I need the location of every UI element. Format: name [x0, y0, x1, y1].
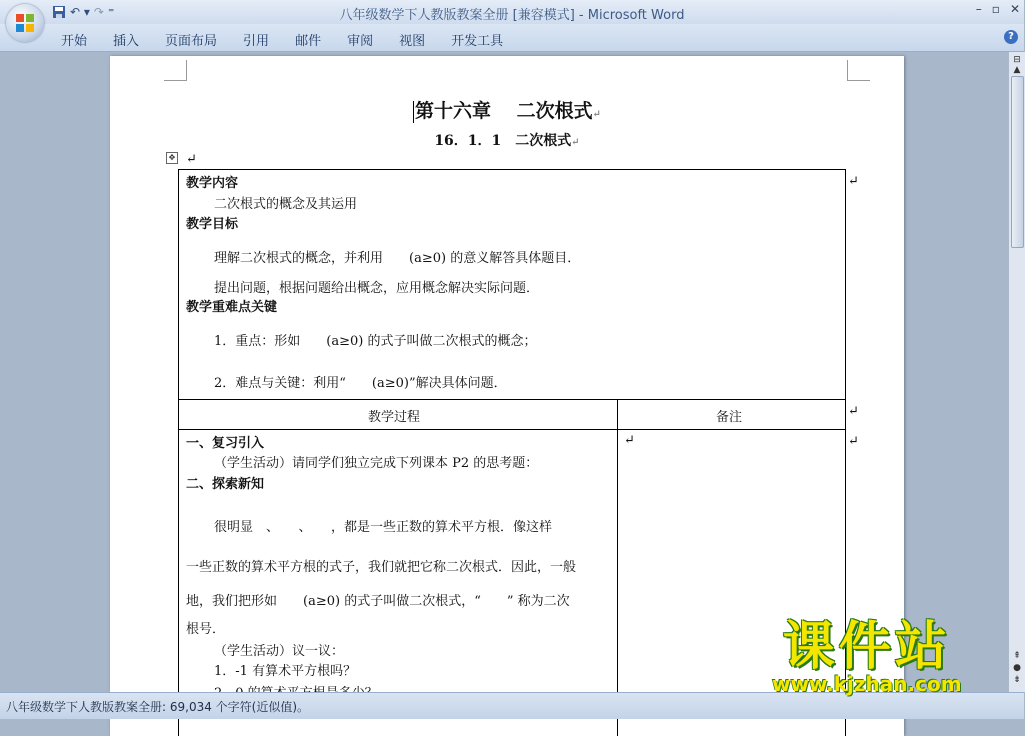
table-border [178, 429, 846, 430]
crop-mark [164, 60, 187, 81]
window-title: 八年级数学下人教版教案全册 [兼容模式] - Microsoft Word [339, 8, 685, 23]
tab-insert[interactable]: 插入 [113, 34, 140, 49]
goal-1: 理解二次根式的概念，并利用 (a≥0) 的意义解答具体题目． [214, 251, 581, 266]
tab-references[interactable]: 引用 [243, 34, 270, 49]
undo-button[interactable]: ↶ ▾ [70, 5, 90, 19]
section-heading [110, 130, 904, 150]
ruler-toggle-icon[interactable]: ⊟ [1013, 55, 1021, 65]
goal-title: 教学目标 [186, 217, 239, 232]
table-border [178, 169, 846, 170]
question-1: 1．-1 有算术平方根吗？ [214, 664, 357, 679]
tab-view[interactable]: 视图 [399, 34, 426, 49]
office-logo-icon [15, 13, 35, 33]
review-text: （学生活动）请同学们独立完成下列课本 P2 的思考题： [214, 456, 539, 471]
scroll-up-icon[interactable]: ▲ [1013, 65, 1021, 75]
text-cursor [413, 101, 414, 123]
tab-home[interactable]: 开始 [61, 34, 88, 49]
next-page-icon[interactable]: ⇟ [1013, 675, 1021, 685]
content-text: 二次根式的概念及其运用 [214, 197, 358, 212]
paragraph-mark: ↵ [186, 152, 197, 167]
redo-button[interactable]: ↷ [93, 5, 104, 19]
table-border [178, 399, 846, 400]
content-title: 教学内容 [186, 176, 239, 191]
window-controls [976, 2, 1020, 16]
tab-mailings[interactable]: 邮件 [295, 34, 322, 49]
explore-title: 二、探索新知 [186, 477, 265, 492]
scroll-thumb[interactable] [1011, 76, 1024, 248]
watermark-logo-text: 课件站 [782, 617, 951, 677]
ribbon [0, 24, 1024, 52]
table-border [178, 169, 179, 736]
document-area [0, 52, 1008, 692]
notes-header: 备注 [716, 410, 743, 425]
row-end-mark: ↵ [848, 174, 859, 189]
office-button[interactable] [6, 4, 44, 42]
activity-text: （学生活动）议一议： [214, 644, 345, 659]
review-title: 一、复习引入 [186, 436, 265, 451]
body-line-4: 根号． [186, 622, 226, 637]
help-icon[interactable]: ? [1004, 30, 1018, 44]
previous-page-icon[interactable]: ⇞ [1013, 651, 1021, 661]
key-1: 1．重点：形如 (a≥0) 的式子叫做二次根式的概念； [214, 334, 537, 349]
row-end-mark: ↵ [848, 404, 859, 419]
crop-mark [847, 60, 870, 81]
goal-2: 提出问题，根据问题给出概念，应用概念解决实际问题． [214, 281, 540, 296]
watermark-url: www.kjzhan.com [772, 672, 962, 696]
select-browse-object-icon[interactable]: ● [1013, 663, 1021, 673]
body-line-2: 一些正数的算术平方根的式子，我们就把它称二次根式．因此，一般 [186, 560, 577, 575]
customize-qat-button[interactable]: ⁼ [107, 5, 115, 19]
key-2: 2．难点与关键：利用“ (a≥0)”解决具体问题． [214, 376, 507, 391]
body-line-1: 很明显 、 、 ，都是一些正数的算术平方根．像这样 [214, 520, 553, 535]
table-border [617, 399, 618, 736]
paragraph-mark: ↵ [571, 137, 580, 148]
table-move-handle-icon[interactable]: ✥ [166, 152, 178, 164]
close-button[interactable]: ✕ [1009, 2, 1020, 16]
ribbon-tabs [48, 30, 516, 49]
restore-button[interactable]: ▫ [991, 2, 1000, 16]
tab-review[interactable]: 审阅 [347, 34, 374, 49]
row-end-mark: ↵ [848, 434, 859, 449]
site-watermark [772, 618, 962, 696]
title-bar [0, 0, 1024, 24]
minimize-button[interactable]: – [975, 2, 982, 16]
tab-developer[interactable]: 开发工具 [451, 34, 504, 49]
chapter-heading [110, 96, 904, 123]
vertical-scrollbar[interactable] [1008, 52, 1025, 692]
body-line-3: 地，我们把形如 (a≥0) 的式子叫做二次根式，“ ” 称为二次 [186, 594, 570, 609]
process-header: 教学过程 [368, 410, 421, 425]
status-bar [0, 692, 1024, 719]
chapter-heading-text: 第十六章 二次根式 [414, 100, 593, 122]
cell-mark: ↵ [624, 433, 635, 448]
tab-page-layout[interactable]: 页面布局 [165, 34, 218, 49]
paragraph-mark: ↵ [592, 109, 601, 120]
section-heading-text: 16．1．1 二次根式 [434, 133, 572, 149]
key-title: 教学重难点关键 [186, 300, 278, 315]
word-count-status[interactable]: 八年级数学下人教版教案全册: 69,034 个字符(近似值)。 [6, 700, 310, 714]
